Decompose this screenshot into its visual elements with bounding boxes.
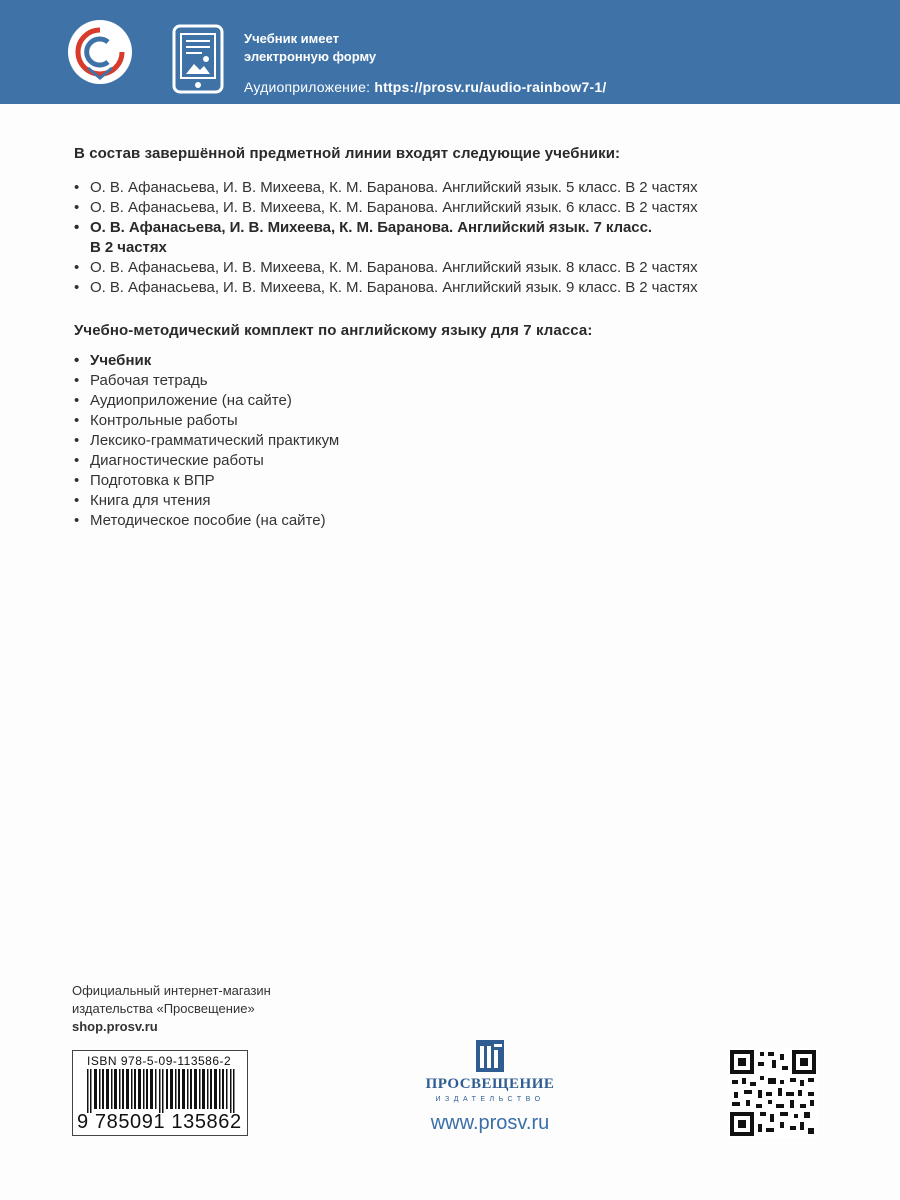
header-band [0, 0, 900, 104]
shop-line-1: Официальный интернет-магазин [72, 983, 271, 998]
list-item: • О. В. Афанасьева, И. В. Михеева, К. М. Баранова. Английский язык. 8 класс. В 2 частях [74, 259, 698, 276]
publisher-logo-icon [68, 20, 132, 84]
tablet-icon [170, 24, 228, 94]
audio-url-link[interactable]: https://prosv.ru/audio-rainbow7-1/ [374, 79, 607, 95]
ebook-line-1: Учебник имеет [244, 31, 339, 46]
isbn-digits: 9 785091 135862 [77, 1111, 242, 1133]
kit-list [74, 351, 339, 531]
publisher-url-link[interactable]: www.prosv.ru [430, 1112, 550, 1134]
bullet-icon: • [74, 372, 80, 389]
list-item: • Контрольные работы [74, 412, 238, 429]
bullet-icon: • [74, 279, 80, 296]
list-item-current: • О. В. Афанасьева, И. В. Михеева, К. М. Баранова. Английский язык. 7 класс. [74, 219, 652, 236]
shop-info [72, 982, 271, 1036]
bullet-icon: • [74, 199, 80, 216]
isbn-label: ISBN 978-5-09-113586-2 [87, 1054, 232, 1068]
list-item: • Диагностические работы [74, 452, 264, 469]
list-item: • Подготовка к ВПР [74, 472, 215, 489]
bullet-icon: • [74, 452, 80, 469]
ebook-note [244, 30, 376, 66]
bullet-icon: • [74, 179, 80, 196]
list-item: • Аудиоприложение (на сайте) [74, 392, 292, 409]
isbn-barcode [72, 1050, 248, 1136]
barcode-icon [87, 1069, 237, 1113]
series-title: В состав завершённой предметной линии входят следующие учебники: [74, 145, 621, 162]
list-item: • Учебник [74, 352, 152, 369]
shop-link[interactable]: shop.prosv.ru [72, 1019, 158, 1034]
shop-line-2: издательства «Просвещение» [72, 1001, 255, 1016]
list-item-current-cont: В 2 частях [90, 239, 167, 256]
list-item: • О. В. Афанасьева, И. В. Михеева, К. М. Баранова. Английский язык. 5 класс. В 2 частях [74, 179, 698, 196]
bullet-icon: • [74, 512, 80, 529]
bullet-icon: • [74, 352, 80, 369]
publisher-emblem-icon [476, 1040, 504, 1072]
list-item: • Книга для чтения [74, 492, 211, 509]
list-item: • Лексико-грамматический практикум [74, 432, 340, 449]
list-item: • О. В. Афанасьева, И. В. Михеева, К. М. Баранова. Английский язык. 9 класс. В 2 частях [74, 279, 698, 296]
list-item: • Методическое пособие (на сайте) [74, 512, 326, 529]
qr-code-icon[interactable] [728, 1048, 818, 1138]
bullet-icon: • [74, 432, 80, 449]
audio-label: Аудиоприложение: [244, 79, 371, 95]
list-item: • О. В. Афанасьева, И. В. Михеева, К. М. Баранова. Английский язык. 6 класс. В 2 частях [74, 199, 698, 216]
publisher-block [410, 1040, 570, 1140]
kit-title: Учебно-методический комплект по английскому языку для 7 класса: [74, 322, 593, 339]
publisher-subtitle: ИЗДАТЕЛЬСТВО [435, 1096, 545, 1103]
publisher-name: ПРОСВЕЩЕНИЕ [425, 1076, 555, 1092]
bullet-icon: • [74, 472, 80, 489]
list-item: • Рабочая тетрадь [74, 372, 208, 389]
bullet-icon: • [74, 412, 80, 429]
bullet-icon: • [74, 219, 80, 236]
ebook-line-2: электронную форму [244, 49, 377, 64]
audio-app-line [244, 79, 606, 95]
series-list [74, 178, 698, 298]
bullet-icon: • [74, 392, 80, 409]
bullet-icon: • [74, 259, 80, 276]
bullet-icon: • [74, 492, 80, 509]
